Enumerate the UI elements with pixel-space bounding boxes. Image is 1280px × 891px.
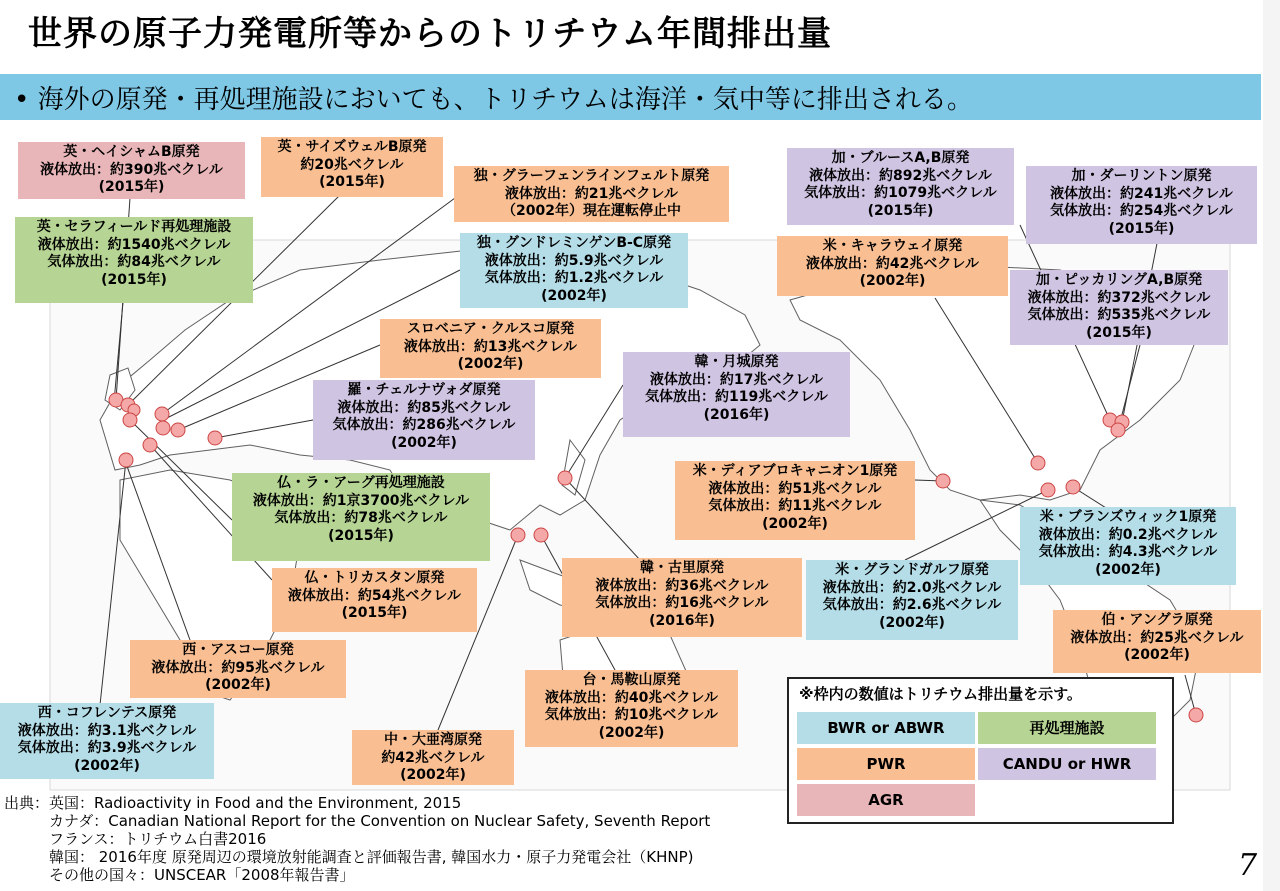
facility-name: 米・ブランズウィック1原発: [1039, 509, 1217, 525]
facility-box-cofrentes: [0, 703, 214, 779]
facility-box-krsko: [380, 319, 601, 378]
facility-box-maanshan: [525, 670, 738, 747]
facility-name: 西・コフレンテス原発: [37, 705, 177, 721]
summary-text: • 海外の原発・再処理施設においても、トリチウムは海洋・気中等に排出される。: [14, 85, 973, 115]
facility-name: 中・大亜湾原発: [384, 732, 482, 748]
facility-value: 気体放出：約10兆ベクレル: [544, 707, 719, 723]
facility-year: (2015年): [98, 179, 165, 195]
facility-value: 気体放出：約535兆ベクレル: [1027, 307, 1211, 323]
facility-year: (2015年): [101, 271, 167, 288]
facility-value: 液体放出：約1京3700兆ベクレル: [252, 492, 470, 509]
facility-year: (2002年): [879, 614, 945, 631]
facility-year: (2015年): [328, 527, 394, 544]
facility-name: 伯・アングラ原発: [1101, 612, 1213, 628]
facility-box-tricastin: [272, 568, 477, 632]
facility-value: 気体放出：約1.2兆ベクレル: [484, 270, 664, 286]
source-line: カナダ：Canadian National Report for the Convention on Nuclear Safety, Seventh Report: [4, 812, 711, 830]
facility-name: 独・グンドレミンゲンB-C原発: [476, 235, 672, 251]
facility-value: 液体放出：約36兆ベクレル: [595, 577, 769, 594]
facility-name: 台・馬鞍山原発: [582, 672, 681, 688]
facility-box-brunswick: [1020, 507, 1236, 585]
facility-box-heysham-b: [18, 142, 245, 199]
facility-year: (2002年): [598, 724, 665, 741]
facility-year: (2016年): [649, 612, 715, 629]
facility-value: 気体放出：約286兆ベクレル: [332, 417, 516, 433]
facility-name: 英・ヘイシャムB原発: [63, 144, 200, 160]
facility-value: 気体放出：約3.9兆ベクレル: [17, 740, 197, 756]
facility-value: 液体放出：約390兆ベクレル: [40, 161, 223, 178]
facility-value: 約20兆ベクレル: [300, 156, 404, 173]
facility-value: 液体放出：約13兆ベクレル: [403, 338, 578, 355]
facility-year: (2002年): [859, 273, 926, 289]
facility-value: 液体放出：約95兆ベクレル: [151, 659, 325, 676]
facility-box-angra: [1053, 610, 1261, 673]
source-notes: [4, 794, 710, 884]
facility-year: (2015年): [1108, 220, 1175, 237]
facility-value: 気体放出：約119兆ベクレル: [645, 389, 828, 405]
facility-value: 気体放出：約2.6兆ベクレル: [822, 597, 1002, 613]
legend-pwr: PWR: [797, 748, 975, 780]
facility-name: 西・アスコー原発: [182, 642, 294, 658]
facility-year: (2016年): [703, 406, 770, 423]
facility-box-darlington: [1026, 166, 1257, 244]
facility-box-grand-gulf: [806, 560, 1018, 640]
source-line: 韓国： 2016年度 原発周辺の環境放射能調査と評価報告書, 韓国水力・原子力発電会社（KHNP): [4, 848, 694, 866]
facility-year: （2002年）現在運転停止中: [502, 203, 681, 219]
source-line: 出典：英国：Radioactivity in Food and the Environment, 2015: [4, 794, 462, 812]
page-number: 7: [1238, 848, 1258, 883]
facility-box-pickering: [1010, 270, 1228, 345]
facility-value: 液体放出：約241兆ベクレル: [1050, 185, 1233, 202]
facility-year: (2002年): [762, 515, 828, 532]
facility-value: 気体放出：約11兆ベクレル: [708, 498, 882, 514]
facility-value: 液体放出：約5.9兆ベクレル: [484, 252, 664, 269]
facility-name: 米・グランドガルフ原発: [835, 562, 989, 578]
facility-value: 気体放出：約78兆ベクレル: [274, 510, 448, 526]
facility-name: 仏・ラ・アーグ再処理施設: [277, 475, 445, 491]
facility-name: 米・キャラウェイ原発: [822, 238, 963, 254]
facility-value: 約42兆ベクレル: [381, 749, 485, 766]
facility-value: 液体放出：約372兆ベクレル: [1027, 289, 1211, 306]
facility-value: 液体放出：約2.0兆ベクレル: [822, 579, 1002, 596]
legend-bwr: BWR or ABWR: [797, 712, 975, 744]
facility-year: (2002年): [1095, 561, 1161, 578]
facility-value: 液体放出：約51兆ベクレル: [708, 480, 882, 497]
facility-box-sizewell-b: [261, 137, 443, 197]
source-line: フランス：トリチウム白書2016: [4, 830, 267, 848]
facility-year: (2002年): [391, 434, 457, 451]
facility-value: 液体放出：約17兆ベクレル: [649, 371, 824, 388]
facility-box-cernavoda: [313, 380, 535, 460]
facility-value: 液体放出：約42兆ベクレル: [805, 255, 980, 272]
facility-name: 英・サイズウェルB原発: [277, 139, 427, 155]
facility-value: 気体放出：約84兆ベクレル: [47, 254, 221, 270]
facility-name: 羅・チェルナヴォダ原発: [347, 382, 501, 398]
facility-value: 気体放出：約16兆ベクレル: [595, 595, 769, 611]
facility-box-gundremmingen: [460, 233, 688, 308]
facility-name: 韓・月城原発: [694, 354, 779, 370]
facility-year: (2002年): [1124, 647, 1190, 663]
facility-value: 気体放出：約1079兆ベクレル: [804, 185, 997, 201]
facility-name: 独・グラーフェンラインフェルト原発: [473, 168, 710, 184]
facility-name: 英・セラフィールド再処理施設: [36, 219, 232, 235]
facility-box-wolsong: [623, 352, 850, 437]
facility-value: 気体放出：約4.3兆ベクレル: [1038, 544, 1218, 560]
facility-value: 気体放出：約254兆ベクレル: [1050, 203, 1233, 219]
facility-value: 液体放出：約3.1兆ベクレル: [17, 722, 197, 739]
facility-name: 加・ブルースA,B原発: [831, 150, 970, 166]
facility-name: スロベニア・クルスコ原発: [406, 321, 575, 337]
facility-name: 加・ピッカリングA,B原発: [1035, 272, 1203, 288]
facility-box-sellafield: [15, 217, 253, 303]
facility-box-la-hague: [232, 473, 490, 561]
facility-box-daya-bay: [352, 730, 514, 785]
facility-year: (2002年): [400, 767, 466, 783]
facility-value: 液体放出：約1540兆ベクレル: [37, 236, 231, 253]
legend-candu: CANDU or HWR: [978, 748, 1156, 780]
facility-value: 液体放出：約40兆ベクレル: [544, 689, 719, 706]
legend-agr: AGR: [797, 784, 975, 816]
facility-year: (2002年): [457, 356, 524, 372]
facility-name: 仏・トリカスタン原発: [304, 570, 445, 586]
source-line: その他の国々：UNSCEAR「2008年報告書」: [4, 866, 355, 884]
facility-box-asco: [130, 640, 346, 698]
facility-year: (2015年): [319, 174, 385, 190]
legend-title: ※枠内の数値はトリチウム排出量を示す。: [799, 685, 1082, 703]
facility-year: (2015年): [341, 605, 408, 621]
facility-year: (2015年): [1086, 324, 1152, 341]
facility-year: (2002年): [541, 287, 607, 304]
facility-year: (2002年): [74, 757, 140, 774]
facility-year: (2002年): [205, 677, 271, 693]
facility-value: 液体放出：約54兆ベクレル: [287, 587, 462, 604]
facility-box-grafenrheinfeld: [454, 166, 729, 222]
facility-year: (2015年): [867, 202, 934, 219]
facility-name: 韓・古里原発: [640, 560, 724, 576]
facility-value: 液体放出：約21兆ベクレル: [504, 185, 679, 202]
facility-name: 米・ディアブロキャニオン1原発: [692, 463, 898, 479]
facility-name: 加・ダーリントン原発: [1071, 168, 1212, 184]
facility-value: 液体放出：約892兆ベクレル: [809, 167, 992, 184]
facility-box-bruce: [787, 148, 1014, 225]
facility-box-callaway: [777, 236, 1008, 296]
page-title: 世界の原子力発電所等からのトリチウム年間排出量: [28, 14, 832, 54]
legend: [787, 677, 1174, 824]
facility-box-kori: [562, 558, 802, 637]
facility-value: 液体放出：約85兆ベクレル: [337, 399, 511, 416]
facility-value: 液体放出：約25兆ベクレル: [1070, 629, 1244, 646]
facility-value: 液体放出：約0.2兆ベクレル: [1038, 526, 1218, 543]
legend-reprocessing: 再処理施設: [978, 712, 1156, 744]
facility-box-diablo-canyon: [675, 461, 915, 540]
